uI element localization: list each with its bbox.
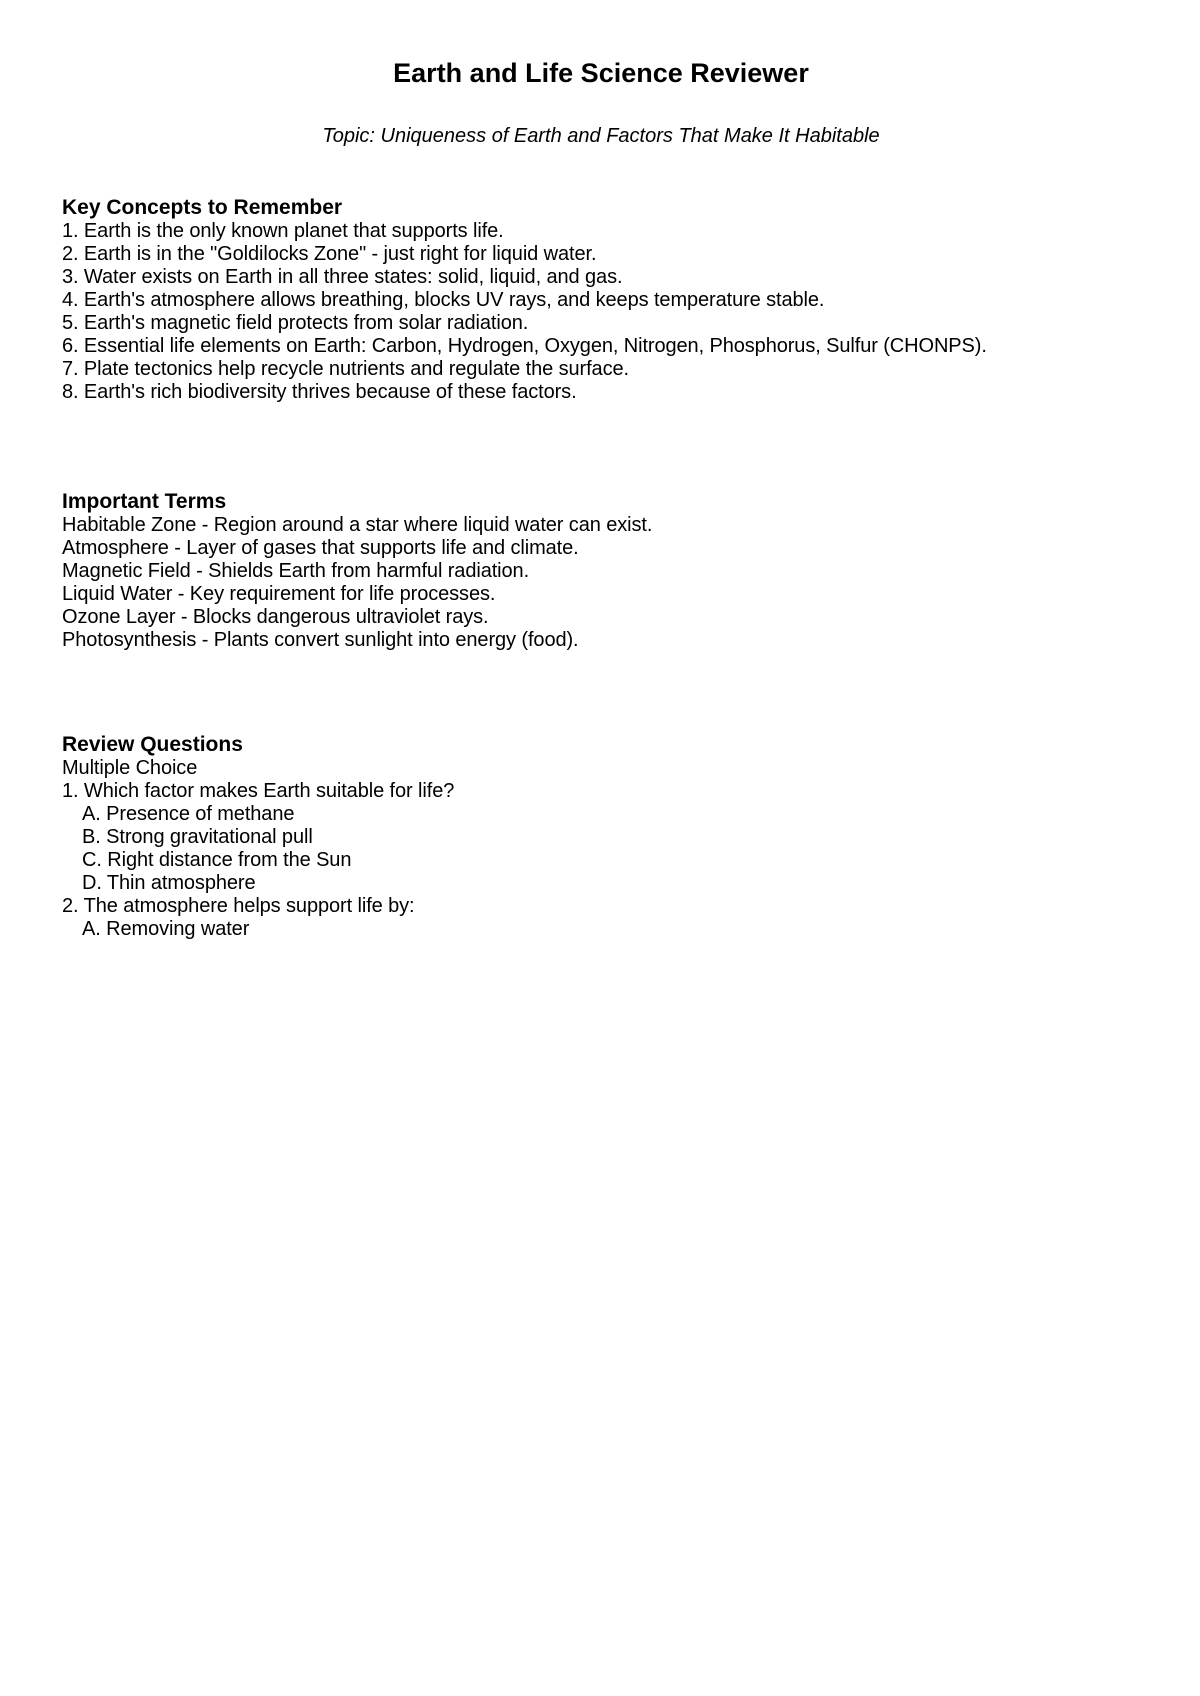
key-concept-item: 7. Plate tectonics help recycle nutrients and regulate the surface. (62, 358, 629, 381)
question-prompt: 1. Which factor makes Earth suitable for life? (62, 780, 455, 803)
term-definition: Ozone Layer - Blocks dangerous ultraviolet rays. (62, 606, 489, 629)
key-concept-item: 1. Earth is the only known planet that supports life. (62, 220, 504, 243)
key-concept-item: 3. Water exists on Earth in all three states: solid, liquid, and gas. (62, 266, 623, 289)
term-definition: Photosynthesis - Plants convert sunlight into energy (food). (62, 629, 579, 652)
answer-option: A. Presence of methane (82, 803, 295, 826)
key-concept-item: 2. Earth is in the "Goldilocks Zone" - just right for liquid water. (62, 243, 597, 266)
section-heading-review-questions: Review Questions (62, 733, 243, 757)
question-type-label: Multiple Choice (62, 757, 198, 780)
key-concept-item: 4. Earth's atmosphere allows breathing, blocks UV rays, and keeps temperature stable. (62, 289, 825, 312)
key-concept-item: 5. Earth's magnetic field protects from solar radiation. (62, 312, 529, 335)
answer-option: C. Right distance from the Sun (82, 849, 352, 872)
question-prompt: 2. The atmosphere helps support life by: (62, 895, 415, 918)
answer-option: A. Removing water (82, 918, 250, 941)
section-heading-key-concepts: Key Concepts to Remember (62, 196, 343, 220)
key-concept-item: 6. Essential life elements on Earth: Carbon, Hydrogen, Oxygen, Nitrogen, Phosphorus, Sulfur (CHONPS). (62, 335, 987, 358)
answer-option: D. Thin atmosphere (82, 872, 256, 895)
term-definition: Atmosphere - Layer of gases that supports life and climate. (62, 537, 579, 560)
key-concept-item: 8. Earth's rich biodiversity thrives because of these factors. (62, 381, 577, 404)
term-definition: Magnetic Field - Shields Earth from harmful radiation. (62, 560, 530, 583)
term-definition: Habitable Zone - Region around a star where liquid water can exist. (62, 514, 653, 537)
term-definition: Liquid Water - Key requirement for life processes. (62, 583, 496, 606)
document-title: Earth and Life Science Reviewer (393, 58, 809, 88)
section-heading-important-terms: Important Terms (62, 490, 227, 514)
answer-option: B. Strong gravitational pull (82, 826, 313, 849)
document-subtitle: Topic: Uniqueness of Earth and Factors That Make It Habitable (322, 125, 880, 148)
